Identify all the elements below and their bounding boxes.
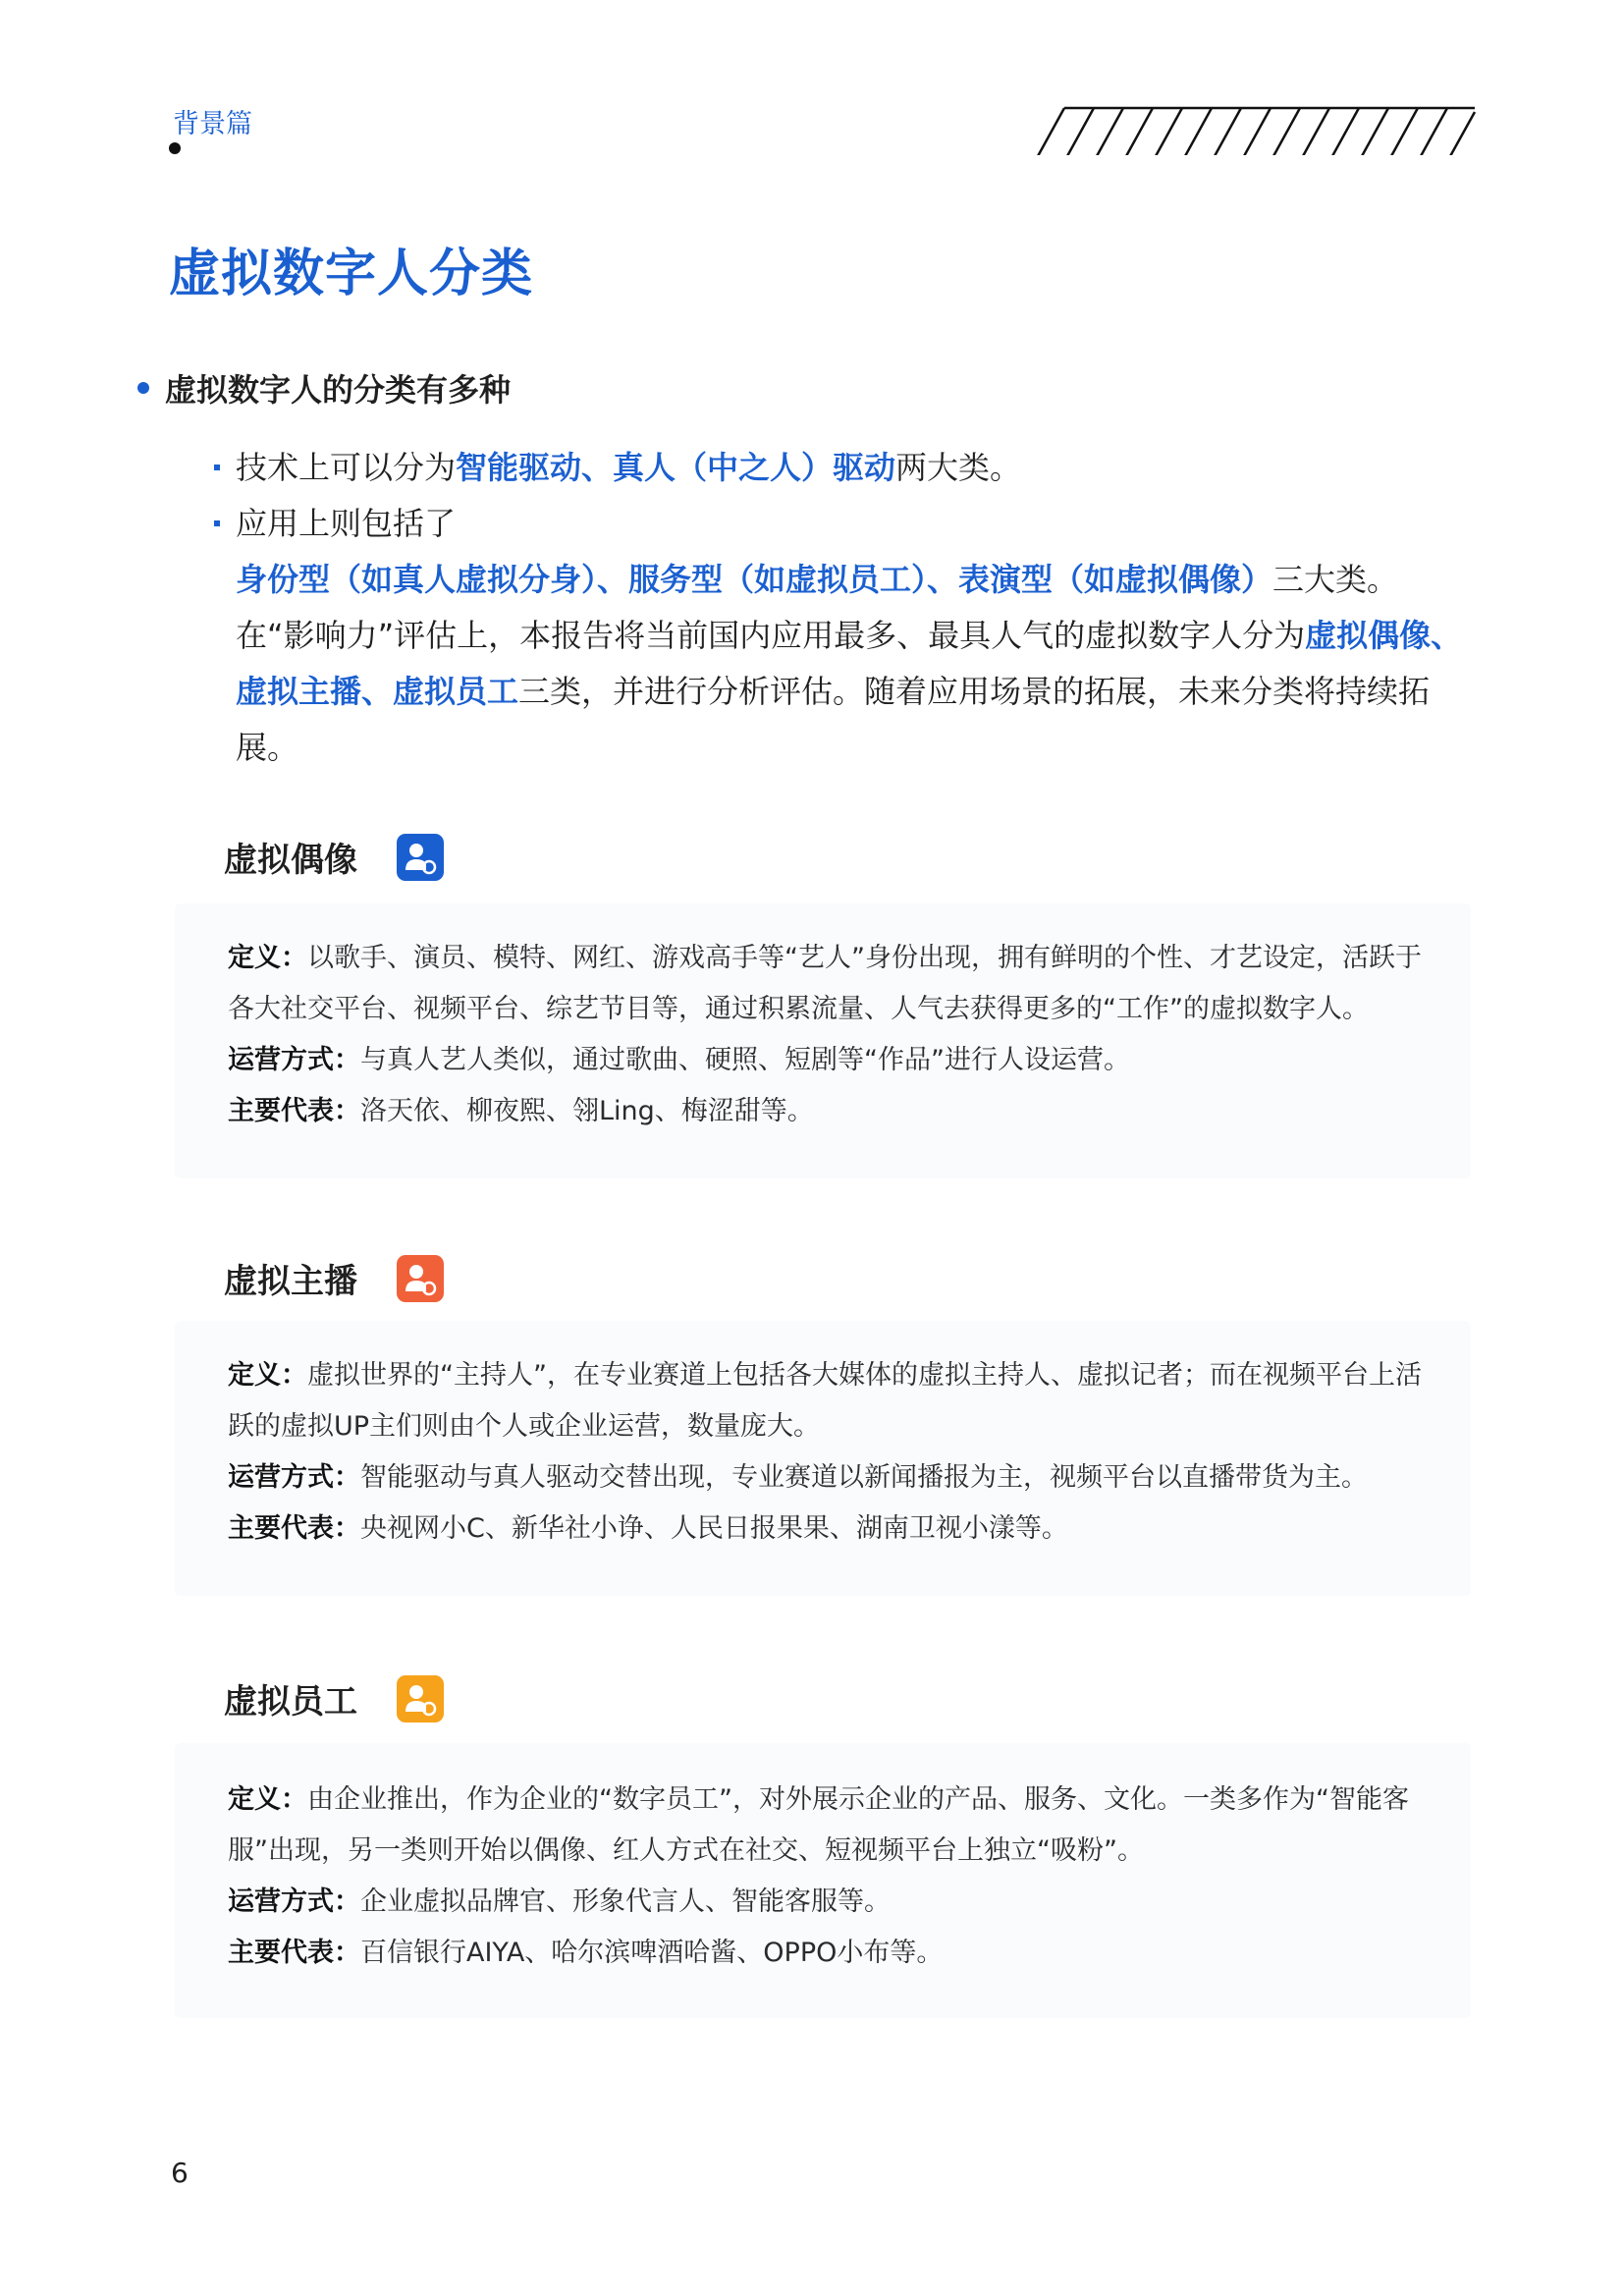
user-avatar-icon: [397, 1255, 444, 1302]
card-title: 虚拟员工: [224, 1682, 357, 1722]
representatives-paragraph: 主要代表：央视网小C、新华社小诤、人民日报果果、湖南卫视小漾等。: [228, 1513, 1068, 1544]
card-virtual-employee-header: [224, 1674, 444, 1722]
card-virtual-idol-body: [228, 933, 1435, 1137]
definition-paragraph: 定义：以歌手、演员、模特、网红、游戏高手等“艺人”身份出现，拥有鲜明的个性、才艺设定，活跃于各大社交平台、视频平台、综艺节目等，通过积累流量、人气去获得更多的“工作”的虚拟数字人。: [228, 943, 1422, 1024]
card-title: 虚拟偶像: [224, 841, 357, 880]
operation-paragraph: 运营方式：与真人艺人类似，通过歌曲、硬照、短剧等“作品”进行人设运营。: [228, 1045, 1130, 1075]
sub-bullet-technical: 技术上可以分为智能驱动、真人（中之人）驱动两大类。: [236, 440, 1492, 496]
bullet-dot: [137, 382, 149, 394]
bullet-square: [214, 465, 220, 470]
operation-paragraph: 运营方式：企业虚拟品牌官、形象代言人、智能客服等。: [228, 1886, 891, 1917]
page-title: 虚拟数字人分类: [169, 245, 534, 303]
card-virtual-anchor-body: [228, 1350, 1435, 1555]
bullet-square: [214, 520, 220, 526]
definition-paragraph: 定义：由企业推出，作为企业的“数字员工”，对外展示企业的产品、服务、文化。一类多作为“智能客服”出现，另一类则开始以偶像、红人方式在社交、短视频平台上独立“吸粉”。: [228, 1784, 1409, 1866]
card-virtual-anchor-header: [224, 1254, 444, 1302]
representatives-paragraph: 主要代表：百信银行AIYA、哈尔滨啤酒哈酱、OPPO小布等。: [228, 1938, 944, 1968]
card-title: 虚拟主播: [224, 1262, 357, 1301]
operation-paragraph: 运营方式：智能驱动与真人驱动交替出现，专业赛道以新闻播报为主，视频平台以直播带货为主。: [228, 1462, 1368, 1493]
header-rule-decoration: [169, 77, 1485, 155]
page-number: 6: [171, 2157, 189, 2189]
user-avatar-icon: [397, 1675, 444, 1722]
representatives-paragraph: 主要代表：洛天依、柳夜熙、翎Ling、梅涩甜等。: [228, 1096, 814, 1126]
sub-bullet-application: 应用上则包括了身份型（如真人虚拟分身）、服务型（如虚拟员工）、表演型（如虚拟偶像）三大类。 在“影响力”评估上，本报告将当前国内应用最多、最具人气的虚拟数字人分为虚拟偶像、虚拟主播、虚拟员工三类，并进行分析评估。随着应用场景的拓展，未来分类将持续拓展。: [236, 496, 1492, 776]
user-avatar-icon: [397, 834, 444, 881]
header-rule-dot: [169, 142, 181, 154]
card-virtual-employee-body: [228, 1775, 1435, 1979]
section-label: 背景篇: [173, 109, 252, 139]
card-virtual-idol-header: [224, 833, 444, 881]
intro-heading: 虚拟数字人的分类有多种: [137, 365, 511, 410]
definition-paragraph: 定义：虚拟世界的“主持人”，在专业赛道上包括各大媒体的虚拟主持人、虚拟记者；而在视频平台上活跃的虚拟UP主们则由个人或企业运营，数量庞大。: [228, 1360, 1422, 1442]
